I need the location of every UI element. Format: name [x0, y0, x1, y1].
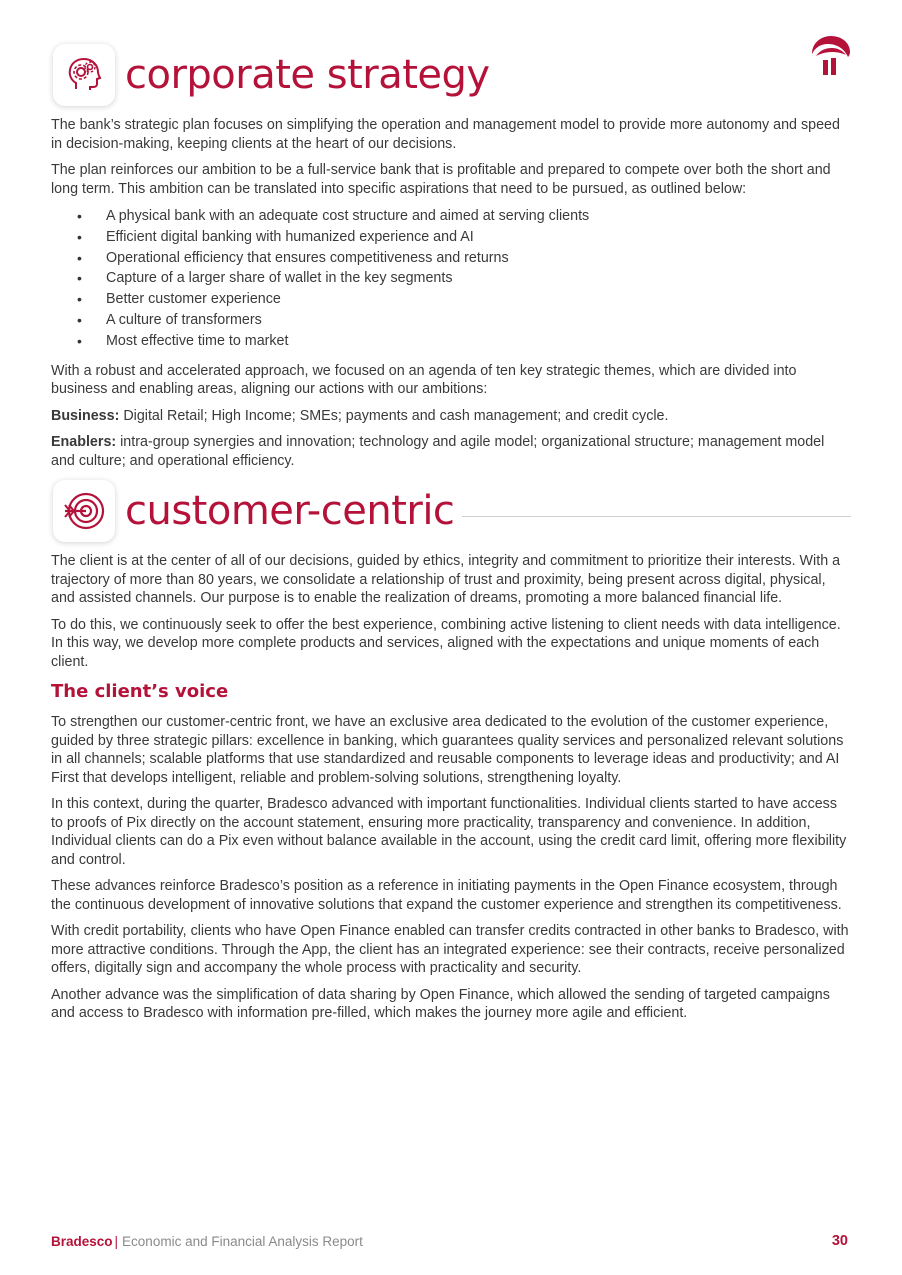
- voice-paragraph-4: With credit portability, clients who have Open Finance enabled can transfer credits contracted in other banks to Bradesco, with more attractive conditions. Through the App, the client has an integrated experience: see their contracts, receive personalized offers, digitally sign and accompany the whole process with practicality and security.: [51, 923, 849, 977]
- corporate-intro-2: The plan reinforces our ambition to be a full-service bank that is profitable and prepared to compete over both the short and long term. This ambition can be translated into specific aspirations that need to be pursued, as outlined below:: [51, 162, 831, 197]
- list-item: • Better customer experience: [51, 289, 851, 310]
- head-gears-icon: [53, 44, 115, 106]
- section-divider: [462, 516, 851, 517]
- list-item: • Operational efficiency that ensures competitiveness and returns: [51, 248, 851, 269]
- voice-paragraph-2: In this context, during the quarter, Bradesco advanced with important functionalities. Individual clients started to have access to proofs of Pix directly on the account statement, ensuring more practicality, transparency and convenience. In addition, Individual clients can do a Pix even without balance available in the account, using the credit card limit, offering more flexibility and control.: [51, 796, 847, 868]
- subheading-client-voice: The client’s voice: [51, 681, 229, 703]
- customer-paragraph-2: To do this, we continuously seek to offer the best experience, combining active listening to client needs with data intelligence. In this way, we develop more complete products and services, aligned with the expectations and unique moments of each client.: [51, 616, 841, 670]
- enablers-paragraph: [51, 433, 851, 470]
- list-item: • Capture of a larger share of wallet in the key segments: [51, 268, 851, 289]
- voice-paragraph-1: To strengthen our customer-centric front, we have an exclusive area dedicated to the evolution of the customer experience, guided by three strategic pillars: excellence in banking, which guarantees quality services and personalized relevant solutions in all channels; scalable platforms that use standardized and reusable components to leverage ideas and productivity; and AI First that develops intelligent, reliable and problem-solving solutions, strengthening loyalty.: [51, 714, 844, 786]
- page-number: 30: [831, 1233, 848, 1249]
- corporate-strategy-header: [51, 42, 851, 108]
- voice-paragraph-3: These advances reinforce Bradesco’s position as a reference in initiating payments in the Open Finance ecosystem, through the continuous development of innovative solutions that expand the customer experience and strengthen its competitiveness.: [51, 878, 842, 913]
- list-item: • A culture of transformers: [51, 310, 851, 331]
- footer-report-title: Economic and Financial Analysis Report: [122, 1234, 363, 1249]
- list-item: • Efficient digital banking with humanized experience and AI: [51, 227, 851, 248]
- customer-paragraph-1: The client is at the center of all of our decisions, guided by ethics, integrity and commitment to prioritize their interests. With a trajectory of more than 80 years, we consolidate a relationship of trust and proximity, being present across digital, physical, and assisted channels. Our purpose is to enable the realization of dreams, promoting a more balanced financial life.: [51, 553, 841, 607]
- voice-paragraph-5: Another advance was the simplification of data sharing by Open Finance, which allowed the sending of targeted campaigns and access to Bradesco with information pre-filled, which makes the journey more agile and efficient.: [51, 986, 830, 1022]
- business-text: Digital Retail; High Income; SMEs; payments and cash management; and credit cycle.: [119, 407, 669, 424]
- footer-brand: Bradesco: [51, 1234, 113, 1249]
- list-item: • Most effective time to market: [51, 331, 851, 352]
- enablers-label: Enablers:: [51, 434, 117, 451]
- section-title-customer-centric: customer-centric: [125, 488, 455, 535]
- target-arrow-icon: [53, 480, 115, 542]
- section-title-corporate-strategy: corporate strategy: [125, 52, 490, 98]
- list-item: • A physical bank with an adequate cost structure and aimed at serving clients: [51, 206, 851, 227]
- corporate-intro-1: The bank’s strategic plan focuses on simplifying the operation and management model to provide more autonomy and speed in decision-making, keeping clients at the heart of our decisions.: [51, 117, 840, 152]
- agenda-paragraph: With a robust and accelerated approach, we focused on an agenda of ten key strategic themes, which are divided into business and enabling areas, aligning our actions with our ambitions:: [51, 362, 797, 398]
- aspirations-list: [51, 206, 851, 352]
- customer-centric-header: [51, 478, 851, 544]
- business-paragraph: [51, 407, 851, 426]
- footer-separator: |: [114, 1234, 119, 1249]
- enablers-text: intra-group synergies and innovation; technology and agile model; organizational structure; management model and culture; and operational efficiency.: [51, 434, 825, 469]
- footer: [51, 1234, 363, 1249]
- business-label: Business:: [51, 407, 120, 424]
